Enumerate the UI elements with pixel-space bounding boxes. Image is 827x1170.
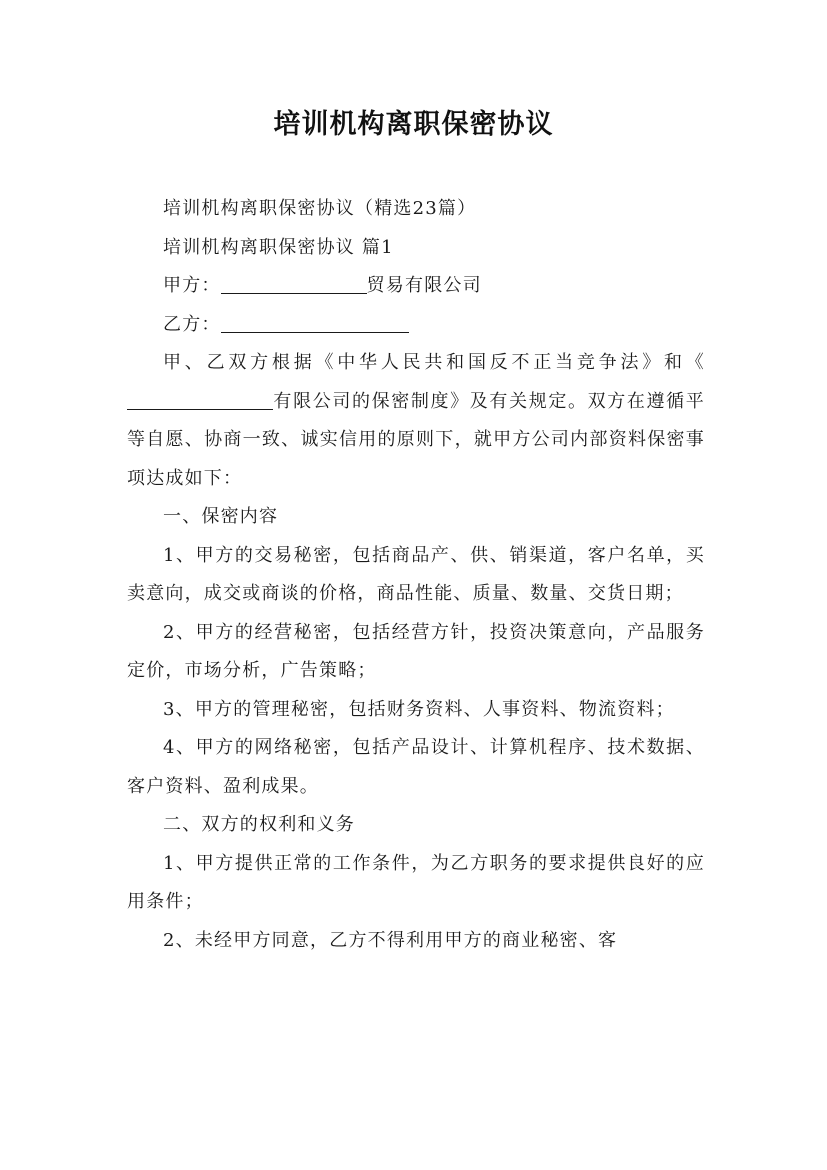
heading-rights-obligations: 二、双方的权利和义务: [163, 814, 355, 835]
item-trade-secrets: 1、甲方的交易秘密，包括商品产、供、销渠道，客户名单，买卖意向，成交或商谈的价格，商品性能、质量、数量、交货日期；: [127, 544, 705, 604]
party-b-label: 乙方：: [163, 313, 221, 335]
item-consent: 2、未经甲方同意，乙方不得利用甲方的商业秘密、客: [163, 929, 618, 951]
party-a-blank: [221, 273, 367, 294]
document-title: 培训机构离职保密协议: [273, 109, 554, 140]
company-blank: [127, 389, 273, 410]
party-a-line: [127, 267, 705, 306]
item-network-secrets: 4、甲方的网络秘密，包括产品设计、计算机程序、技术数据、客户资料、盈利成果。: [127, 737, 705, 797]
document-body: [127, 190, 705, 960]
party-a-label: 甲方：: [163, 275, 221, 296]
party-b-line: [127, 306, 705, 345]
document-subtitle: 培训机构离职保密协议（精选23篇）: [163, 198, 477, 219]
party-b-blank: [221, 312, 409, 333]
intro-part2: 有限公司的保密制度》及有关规定。双方在遵循平等自愿、协商一致、诚实信用的原则下，就甲方公司内部资料保密事项达成如下：: [127, 390, 705, 489]
section-heading: 培训机构离职保密协议 篇1: [163, 236, 394, 258]
item-business-secrets: 2、甲方的经营秘密，包括经营方针，投资决策意向，产品服务定价，市场分析，广告策略；: [127, 621, 705, 681]
item-work-conditions: 1、甲方提供正常的工作条件，为乙方职务的要求提供良好的应用条件；: [127, 852, 705, 912]
intro-paragraph: [127, 344, 705, 498]
intro-part1: 甲、乙双方根据《中华人民共和国反不正当竞争法》和《: [163, 352, 705, 373]
heading-confidential-content: 一、保密内容: [163, 506, 279, 527]
item-management-secrets: 3、甲方的管理秘密，包括财务资料、人事资料、物流资料；: [163, 698, 675, 720]
party-a-suffix: 贸易有限公司: [366, 275, 482, 296]
